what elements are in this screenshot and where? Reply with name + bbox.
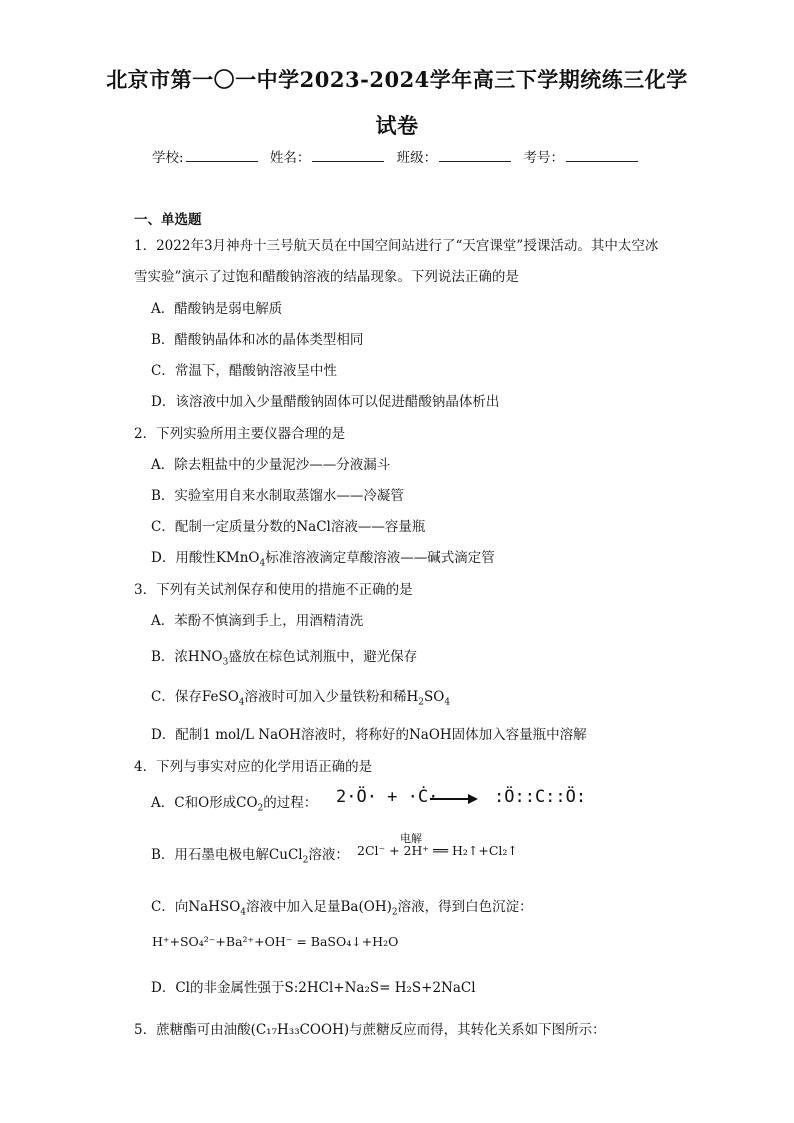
q2-option-a: A．除去粗盐中的少量泥沙——分液漏斗 bbox=[151, 457, 391, 473]
school-label: 学校: bbox=[152, 150, 184, 166]
q4-option-c-label: C．向NaHSO$_4$溶液中加入足量$Ba(OH)_2$溶液，得到白色沉淀： bbox=[151, 899, 533, 918]
electrolysis-condition: 电解 bbox=[400, 832, 422, 845]
q3-option-c: C．保存FeSO$_4$溶液时可加入少量铁粉和稀$H_2SO_4$ bbox=[151, 689, 451, 708]
school-field[interactable] bbox=[186, 149, 258, 162]
reaction-arrow-icon bbox=[430, 798, 476, 800]
exam-title-line1: 北京市第一〇一中学2023-2024学年高三下学期统练三化学 bbox=[106, 67, 688, 92]
q4-stem: 4．下列与事实对应的化学用语正确的是 bbox=[134, 759, 373, 775]
q1-option-b: B．醋酸钠晶体和冰的晶体类型相同 bbox=[151, 332, 364, 348]
q4-option-c-equation: H⁺+SO₄²⁻+Ba²⁺+OH⁻ = BaSO₄↓+H₂O bbox=[152, 934, 399, 949]
q3-option-d: D．配制1 mol/L NaOH溶液时，将称好的NaOH固体加入容量瓶中溶解 bbox=[151, 727, 587, 743]
class-field[interactable] bbox=[439, 149, 511, 162]
class-label: 班级： bbox=[396, 150, 438, 166]
section-heading: 一、单选题 bbox=[134, 212, 202, 228]
number-label: 考号： bbox=[523, 150, 564, 166]
q5-stem: 5．蔗糖酯可由油酸(C₁₇H₃₃COOH)与蔗糖反应而得，其转化关系如下图所示： bbox=[134, 1022, 606, 1038]
lewis-reactants: 2·Ö· + ·Ċ· bbox=[336, 787, 439, 807]
q2-stem: 2．下列实验所用主要仪器合理的是 bbox=[134, 426, 346, 442]
q1-stem-line2: 雪实验”演示了过饱和醋酸钠溶液的结晶现象。下列说法正确的是 bbox=[134, 269, 519, 285]
number-field[interactable] bbox=[566, 149, 638, 162]
q2-option-d: D．用酸性KMnO$_4$标准溶液滴定草酸溶液——碱式滴定管 bbox=[151, 550, 495, 569]
name-label: 姓名： bbox=[269, 150, 311, 166]
q3-option-a: A．苯酚不慎滴到手上，用酒精清洗 bbox=[151, 613, 364, 629]
exam-title-line2: 试卷 bbox=[375, 113, 419, 138]
q4-option-a-label: A．C和O形成$CO_2$的过程： bbox=[151, 795, 318, 814]
student-info-row bbox=[0, 146, 794, 166]
q4-option-b-equation: 2Cl⁻ + 2H⁺ ══ H₂↑+Cl₂↑ bbox=[357, 843, 518, 858]
q2-option-b: B．实验室用自来水制取蒸馏水——冷凝管 bbox=[151, 488, 404, 504]
q2-option-c: C．配制一定质量分数的NaCl溶液——容量瓶 bbox=[151, 519, 426, 535]
q3-stem: 3．下列有关试剂保存和使用的措施不正确的是 bbox=[134, 582, 413, 598]
q3-option-b: B．浓$HNO_3$盛放在棕色试剂瓶中，避光保存 bbox=[151, 649, 418, 668]
q1-option-d: D．该溶液中加入少量醋酸钠固体可以促进醋酸钠晶体析出 bbox=[151, 394, 500, 410]
q4-option-b-label: B．用石墨电极电解CuCl$_2$溶液： bbox=[151, 847, 349, 866]
lewis-product: :Ö::C::Ö: bbox=[494, 787, 587, 807]
q1-option-a: A．醋酸钠是弱电解质 bbox=[151, 301, 283, 317]
q1-stem-line1: 1．2022年3月神舟十三号航天员在中国空间站进行了“天宫课堂”授课活动。其中太空冰 bbox=[134, 238, 659, 254]
q4-option-d: D．Cl的非金属性强于S:2HCl+Na₂S= H₂S+2NaCl bbox=[151, 980, 476, 996]
name-field[interactable] bbox=[312, 149, 384, 162]
q1-option-c: C．常温下，醋酸钠溶液呈中性 bbox=[151, 363, 337, 379]
